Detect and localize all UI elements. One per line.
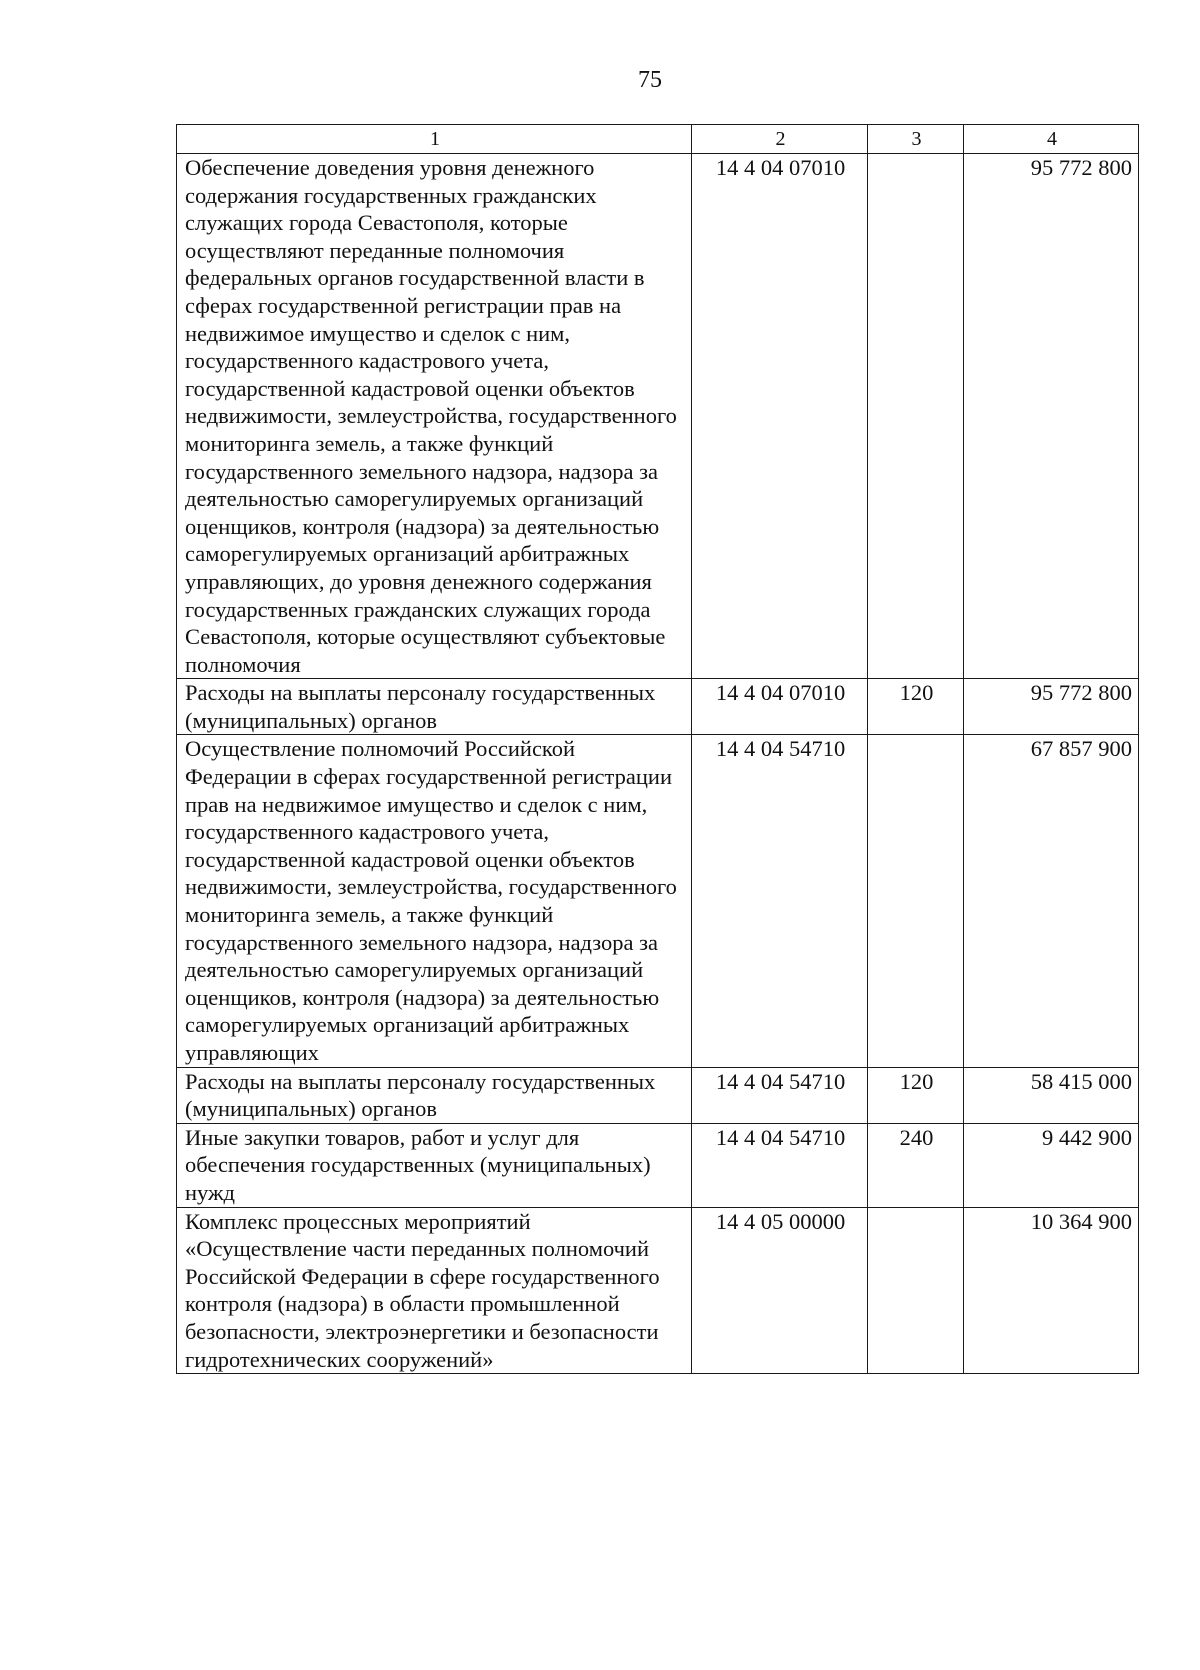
row-expense-type — [868, 154, 964, 679]
row-description: Обеспечение доведения уровня денежного содержания государственных гражданских служащих города Севастополя, которые осуществляют переданные полномочия федеральных органов государственной власти в сферах государственной регистрации прав на недвижимое имущество и сделок с ним, государственного кадастрового учета, государственной кадастровой оценки объектов недвижимости, землеустройства, государственного мониторинга земель, а также функций государственного земельного надзора, надзора за деятельностью саморегулируемых организаций оценщиков, контроля (надзора) за деятельностью саморегулируемых организаций арбитражных управляющих, до уровня денежного содержания государственных гражданских служащих города Севастополя, которые осуществляют субъектовые полномочия — [177, 154, 692, 679]
row-description: Осуществление полномочий Российской Федерации в сферах государственной регистрации прав на недвижимое имущество и сделок с ним, государственного кадастрового учета, государственной кадастровой оценки объектов недвижимости, землеустройства, государственного мониторинга земель, а также функций государственного земельного надзора, надзора за деятельностью саморегулируемых организаций оценщиков, контроля (надзора) за деятельностью саморегулируемых организаций арбитражных управляющих — [177, 735, 692, 1067]
row-amount: 95 772 800 — [964, 154, 1139, 679]
row-target-code: 14 4 04 07010 — [692, 679, 868, 735]
column-header-3: 3 — [868, 125, 964, 154]
row-description: Иные закупки товаров, работ и услуг для обеспечения государственных (муниципальных) нужд — [177, 1123, 692, 1207]
column-header-1: 1 — [177, 125, 692, 154]
row-amount: 95 772 800 — [964, 679, 1139, 735]
row-target-code: 14 4 04 07010 — [692, 154, 868, 679]
page-number: 75 — [638, 67, 662, 93]
table-row — [177, 1123, 1139, 1207]
row-amount: 67 857 900 — [964, 735, 1139, 1067]
table-row — [177, 735, 1139, 1067]
row-expense-type: 120 — [868, 679, 964, 735]
row-target-code: 14 4 04 54710 — [692, 1123, 868, 1207]
table-row — [177, 154, 1139, 679]
row-description: Расходы на выплаты персоналу государственных (муниципальных) органов — [177, 1067, 692, 1123]
column-header-2: 2 — [692, 125, 868, 154]
row-target-code: 14 4 05 00000 — [692, 1207, 868, 1374]
row-expense-type — [868, 735, 964, 1067]
row-amount: 9 442 900 — [964, 1123, 1139, 1207]
row-amount: 10 364 900 — [964, 1207, 1139, 1374]
column-header-4: 4 — [964, 125, 1139, 154]
row-expense-type: 120 — [868, 1067, 964, 1123]
table-row — [177, 1207, 1139, 1374]
row-target-code: 14 4 04 54710 — [692, 1067, 868, 1123]
table-row — [177, 679, 1139, 735]
table-row — [177, 1067, 1139, 1123]
row-target-code: 14 4 04 54710 — [692, 735, 868, 1067]
row-amount: 58 415 000 — [964, 1067, 1139, 1123]
row-expense-type — [868, 1207, 964, 1374]
table-header-row — [177, 125, 1139, 154]
row-description: Расходы на выплаты персоналу государственных (муниципальных) органов — [177, 679, 692, 735]
row-description: Комплекс процессных мероприятий «Осуществление части переданных полномочий Российской Федерации в сфере государственного контроля (надзора) в области промышленной безопасности, электроэнергетики и безопасности гидротехнических сооружений» — [177, 1207, 692, 1374]
budget-table — [176, 124, 1139, 1374]
row-expense-type: 240 — [868, 1123, 964, 1207]
